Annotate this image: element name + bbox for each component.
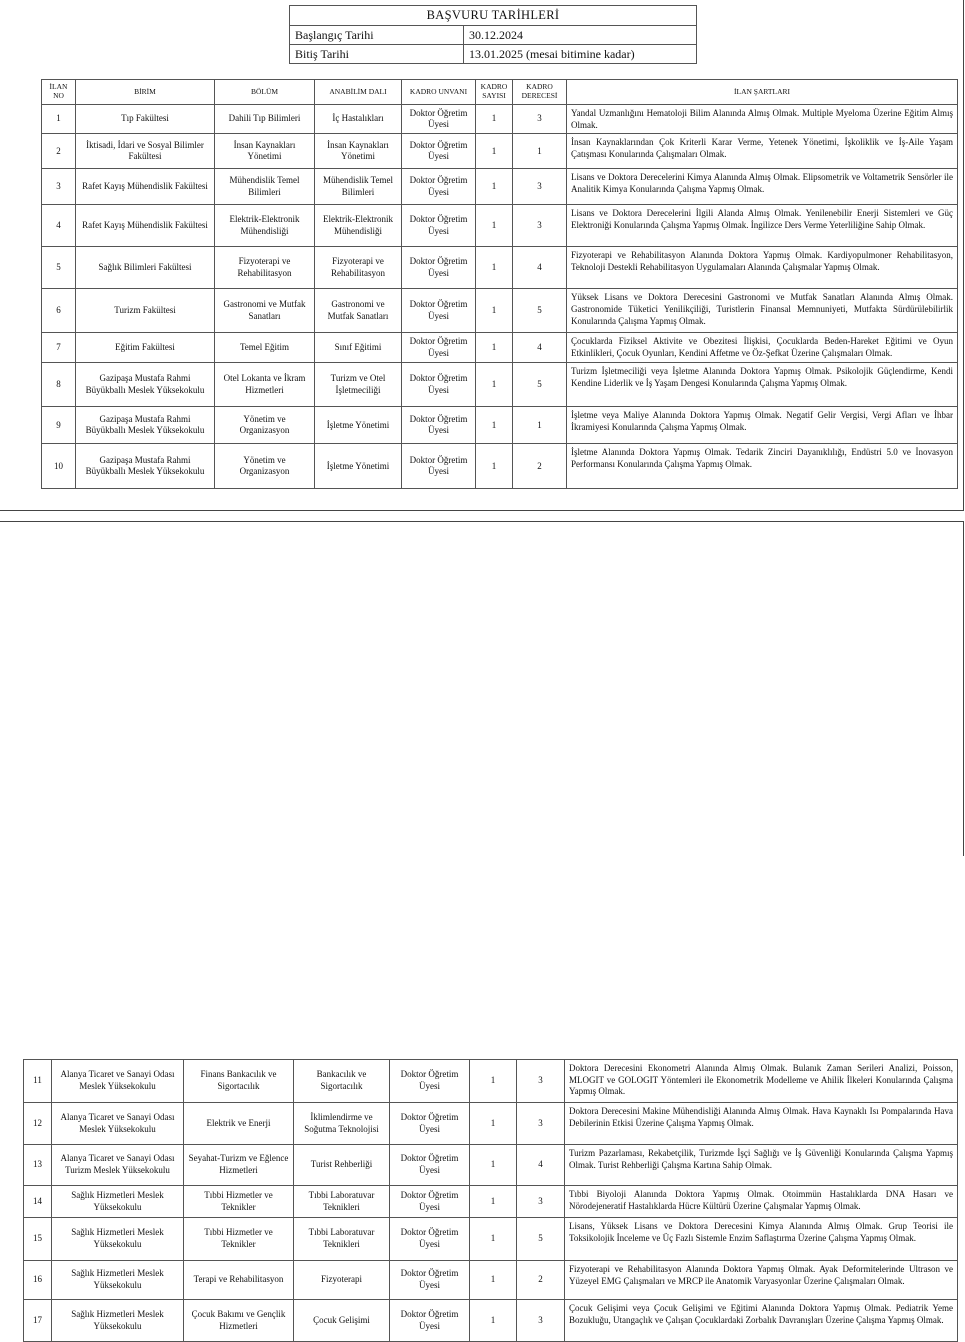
cell-anabilim-dali: Turist Rehberliği: [294, 1145, 390, 1186]
cell-bolum: Yönetim ve Organizasyon: [215, 444, 315, 489]
cell-kadro-derecesi: 4: [513, 333, 567, 363]
cell-bolum: Elektrik ve Enerji: [184, 1103, 294, 1145]
table-row: [42, 134, 958, 169]
cell-anabilim-dali: Tıbbi Laboratuvar Teknikleri: [294, 1186, 390, 1218]
cell-anabilim-dali: Gastronomi ve Mutfak Sanatları: [315, 289, 402, 333]
cell-kadro-derecesi: 3: [513, 169, 567, 205]
cell-bolum: Yönetim ve Organizasyon: [215, 407, 315, 444]
cell-kadro-sayisi: 1: [476, 289, 513, 333]
cell-anabilim-dali: Tıbbi Laboratuvar Teknikleri: [294, 1218, 390, 1261]
cell-kadro-derecesi: 1: [513, 134, 567, 169]
cell-kadro-unvani: Doktor Öğretim Üyesi: [402, 444, 476, 489]
positions-table-continued: [23, 1059, 958, 1342]
table-row: [24, 1060, 958, 1103]
cell-kadro-unvani: Doktor Öğretim Üyesi: [402, 289, 476, 333]
cell-ilan-no: 9: [42, 407, 76, 444]
cell-ilan-sartlari: Fizyoterapi ve Rehabilitasyon Alanında Doktora Yapmış Olmak. Kardiyopulmoner Rehabilitasyon, Teknoloji Destekli Rehabilitasyon Uygulamaları Alanında Çalışmalar Yapmış Olmak.: [567, 247, 958, 289]
cell-ilan-sartlari: Doktora Derecesini Ekonometri Alanında Almış Olmak. Bulanık Zaman Serileri Analizi, Poisson, MLOGIT ve GOLOGIT Yöntemleri ile Ekonometrik Modelleme ve Ahilik İlkeleri Konularında Çalışma Yapmış Olmak.: [565, 1060, 958, 1103]
cell-kadro-sayisi: 1: [476, 247, 513, 289]
dates-title: BAŞVURU TARİHLERİ: [290, 6, 697, 26]
positions-table: [41, 79, 958, 489]
cell-kadro-unvani: Doktor Öğretim Üyesi: [390, 1218, 470, 1261]
cell-bolum: Gastronomi ve Mutfak Sanatları: [215, 289, 315, 333]
table-row: [42, 289, 958, 333]
cell-ilan-no: 14: [24, 1186, 52, 1218]
cell-kadro-unvani: Doktor Öğretim Üyesi: [390, 1145, 470, 1186]
cell-kadro-unvani: Doktor Öğretim Üyesi: [402, 105, 476, 134]
table-row: [42, 105, 958, 134]
cell-anabilim-dali: Bankacılık ve Sigortacılık: [294, 1060, 390, 1103]
header-bolum: BÖLÜM: [215, 80, 315, 105]
cell-ilan-sartlari: Fizyoterapi ve Rehabilitasyon Alanında Doktora Yapmış Olmak. Ayak Deformitelerinde Ultrason ve Yüzeyel EMG Çalışmaları ve MRCP ile Anatomik Varyasyonlar Üzerine Çalışmaları Olmak.: [565, 1261, 958, 1300]
cell-ilan-sartlari: Tıbbi Biyoloji Alanında Doktora Yapmış Olmak. Otoimmün Hastalıklarda DNA Hasarı ve Nörodejeneratif Hastalıklarda Hücre Kültürü Üzerine Çalışmalar Yapmış Olmak.: [565, 1186, 958, 1218]
cell-anabilim-dali: Mühendislik Temel Bilimleri: [315, 169, 402, 205]
cell-birim: Gazipaşa Mustafa Rahmi Büyükballı Meslek Yüksekokulu: [76, 407, 215, 444]
cell-kadro-sayisi: 1: [476, 333, 513, 363]
cell-ilan-sartlari: Lisans ve Doktora Derecelerini Kimya Alanında Almış Olmak. Elipsometrik ve Voltametrik Sensörler ile Analitik Kimya Konularında Çalışma Yapmış Olmak.: [567, 169, 958, 205]
cell-anabilim-dali: Sınıf Eğitimi: [315, 333, 402, 363]
cell-kadro-derecesi: 3: [517, 1060, 565, 1103]
cell-ilan-sartlari: Çocuk Gelişimi veya Çocuk Gelişimi ve Eğitimi Alanında Doktora Yapmış Olmak. Pediatrik Yeme Bozukluğu, Utangaçlık ve Çalışan Çocuklardaki Zorbalık Davranışları Üzerine Çalışma Yapmış Olmak.: [565, 1300, 958, 1342]
header-kadro-sayisi: KADRO SAYISI: [476, 80, 513, 105]
cell-birim: Alanya Ticaret ve Sanayi Odası Meslek Yüksekokulu: [52, 1060, 184, 1103]
header-kadro-derecesi: KADRO DERECESİ: [513, 80, 567, 105]
cell-kadro-unvani: Doktor Öğretim Üyesi: [402, 363, 476, 407]
cell-kadro-unvani: Doktor Öğretim Üyesi: [402, 169, 476, 205]
cell-birim: Rafet Kayış Mühendislik Fakültesi: [76, 205, 215, 247]
cell-anabilim-dali: Çocuk Gelişimi: [294, 1300, 390, 1342]
cell-ilan-no: 15: [24, 1218, 52, 1261]
cell-kadro-sayisi: 1: [476, 205, 513, 247]
cell-kadro-unvani: Doktor Öğretim Üyesi: [390, 1060, 470, 1103]
table-row: [24, 1103, 958, 1145]
cell-anabilim-dali: Turizm ve Otel İşletmeciliği: [315, 363, 402, 407]
cell-bolum: Fizyoterapi ve Rehabilitasyon: [215, 247, 315, 289]
cell-kadro-sayisi: 1: [476, 407, 513, 444]
cell-anabilim-dali: Fizyoterapi ve Rehabilitasyon: [315, 247, 402, 289]
cell-ilan-no: 3: [42, 169, 76, 205]
cell-birim: Rafet Kayış Mühendislik Fakültesi: [76, 169, 215, 205]
cell-ilan-no: 12: [24, 1103, 52, 1145]
cell-birim: Alanya Ticaret ve Sanayi Odası Meslek Yüksekokulu: [52, 1103, 184, 1145]
cell-ilan-sartlari: Lisans, Yüksek Lisans ve Doktora Derecesini Kimya Alanında Almış Olmak. Grup Teorisi ile Toksikolojik İnceleme ve Üç Fazlı Sistemle Enzim Saflaştırma Üzerine Çalışma Yapmış Olmak.: [565, 1218, 958, 1261]
cell-bolum: Otel Lokanta ve İkram Hizmetleri: [215, 363, 315, 407]
header-anabilim-dali: ANABİLİM DALI: [315, 80, 402, 105]
cell-ilan-sartlari: Doktora Derecesini Makine Mühendisliği Alanında Almış Olmak. Hava Kaynaklı Isı Pompalarında Hava Debilerinin Etkisi Üzerine Çalışma Yapmış Olmak.: [565, 1103, 958, 1145]
cell-kadro-derecesi: 3: [513, 105, 567, 134]
start-date-label: Başlangıç Tarihi: [290, 26, 464, 45]
cell-kadro-unvani: Doktor Öğretim Üyesi: [402, 407, 476, 444]
cell-ilan-sartlari: Yüksek Lisans ve Doktora Derecesini Gastronomi ve Mutfak Sanatları Alanında Almış Olmak. Gastronomide Tüketici Yenilikçiliği, Turistlerin Finansal Memnuniyeti, Mutfakta Sürdürülebilirlik Konularında Çalışma Yapmış Olmak.: [567, 289, 958, 333]
document-page-2: [0, 521, 964, 1331]
cell-ilan-sartlari: Yandal Uzmanlığını Hematoloji Bilim Alanında Almış Olmak. Multiple Myeloma Üzerine Eğitim Almış Olmak.: [567, 105, 958, 134]
cell-kadro-derecesi: 2: [517, 1261, 565, 1300]
cell-kadro-sayisi: 1: [476, 105, 513, 134]
cell-bolum: Seyahat-Turizm ve Eğlence Hizmetleri: [184, 1145, 294, 1186]
cell-kadro-derecesi: 2: [513, 444, 567, 489]
cell-kadro-unvani: Doktor Öğretim Üyesi: [390, 1300, 470, 1342]
cell-kadro-derecesi: 3: [513, 205, 567, 247]
cell-ilan-sartlari: İşletme veya Maliye Alanında Doktora Yapmış Olmak. Negatif Gelir Vergisi, Vergi Afları ve İhbar İkramiyesi Konularında Çalışma Yapmış Olmak.: [567, 407, 958, 444]
cell-bolum: Elektrik-Elektronik Mühendisliği: [215, 205, 315, 247]
cell-bolum: Mühendislik Temel Bilimleri: [215, 169, 315, 205]
cell-bolum: Terapi ve Rehabilitasyon: [184, 1261, 294, 1300]
cell-ilan-no: 5: [42, 247, 76, 289]
cell-kadro-derecesi: 5: [517, 1218, 565, 1261]
table-row: [24, 1300, 958, 1342]
cell-kadro-unvani: Doktor Öğretim Üyesi: [402, 205, 476, 247]
table-row: [42, 247, 958, 289]
cell-kadro-sayisi: 1: [470, 1103, 517, 1145]
cell-kadro-derecesi: 5: [513, 289, 567, 333]
cell-kadro-derecesi: 3: [517, 1186, 565, 1218]
document-page-1: [0, 0, 964, 511]
cell-birim: Sağlık Hizmetleri Meslek Yüksekokulu: [52, 1261, 184, 1300]
cell-ilan-no: 10: [42, 444, 76, 489]
cell-birim: Gazipaşa Mustafa Rahmi Büyükballı Meslek Yüksekokulu: [76, 444, 215, 489]
cell-anabilim-dali: İşletme Yönetimi: [315, 407, 402, 444]
cell-kadro-derecesi: 4: [517, 1145, 565, 1186]
cell-anabilim-dali: Fizyoterapi: [294, 1261, 390, 1300]
table-row: [24, 1261, 958, 1300]
start-date-value: 30.12.2024: [464, 26, 697, 45]
table-row: [42, 169, 958, 205]
cell-bolum: İnsan Kaynakları Yönetimi: [215, 134, 315, 169]
cell-ilan-no: 2: [42, 134, 76, 169]
cell-kadro-derecesi: 5: [513, 363, 567, 407]
cell-kadro-sayisi: 1: [476, 363, 513, 407]
cell-birim: Sağlık Bilimleri Fakültesi: [76, 247, 215, 289]
table-row: [42, 333, 958, 363]
header-ilan-sartlari: İLAN ŞARTLARI: [567, 80, 958, 105]
cell-ilan-sartlari: İşletme Alanında Doktora Yapmış Olmak. Tedarik Zinciri Dayanıklılığı, Endüstri 5.0 ve İnovasyon Performansı Konularında Çalışma Yapmış Olmak.: [567, 444, 958, 489]
cell-ilan-no: 16: [24, 1261, 52, 1300]
cell-birim: Alanya Ticaret ve Sanayi Odası Turizm Meslek Yüksekokulu: [52, 1145, 184, 1186]
cell-ilan-no: 8: [42, 363, 76, 407]
cell-kadro-sayisi: 1: [476, 444, 513, 489]
cell-birim: Eğitim Fakültesi: [76, 333, 215, 363]
cell-kadro-derecesi: 1: [513, 407, 567, 444]
cell-anabilim-dali: İşletme Yönetimi: [315, 444, 402, 489]
table-header-row: [42, 80, 958, 105]
table-row: [42, 363, 958, 407]
cell-ilan-sartlari: Turizm İşletmeciliği veya İşletme Alanında Doktora Yapmış Olmak. Psikolojik Güçlendirme, Kendi Kendine Liderlik ve İş Yaşam Dengesi Konularında Çalışma Yapmış Olmak.: [567, 363, 958, 407]
cell-kadro-unvani: Doktor Öğretim Üyesi: [402, 333, 476, 363]
cell-kadro-sayisi: 1: [470, 1145, 517, 1186]
cell-anabilim-dali: İnsan Kaynakları Yönetimi: [315, 134, 402, 169]
cell-ilan-sartlari: Çocuklarda Fiziksel Aktivite ve Obezitesi İlişkisi, Çocuklarda Beden-Hareket Eğitimi ve Oyun Etkinlikleri, Çocuk Oyunları, Kendini Affetme ve Öz-Şefkat Üzerine Çalışmaları Olmak.: [567, 333, 958, 363]
table-row: [24, 1186, 958, 1218]
cell-bolum: Temel Eğitim: [215, 333, 315, 363]
cell-kadro-derecesi: 3: [517, 1300, 565, 1342]
cell-kadro-derecesi: 4: [513, 247, 567, 289]
cell-ilan-no: 4: [42, 205, 76, 247]
header-kadro-unvani: KADRO UNVANI: [402, 80, 476, 105]
cell-ilan-no: 17: [24, 1300, 52, 1342]
cell-kadro-derecesi: 3: [517, 1103, 565, 1145]
cell-bolum: Çocuk Bakımı ve Gençlik Hizmetleri: [184, 1300, 294, 1342]
end-date-value: 13.01.2025 (mesai bitimine kadar): [464, 45, 697, 64]
table-row: [42, 407, 958, 444]
cell-ilan-no: 6: [42, 289, 76, 333]
cell-birim: Sağlık Hizmetleri Meslek Yüksekokulu: [52, 1218, 184, 1261]
cell-kadro-sayisi: 1: [476, 169, 513, 205]
end-date-label: Bitiş Tarihi: [290, 45, 464, 64]
cell-ilan-no: 1: [42, 105, 76, 134]
cell-kadro-sayisi: 1: [470, 1261, 517, 1300]
cell-kadro-sayisi: 1: [470, 1218, 517, 1261]
table-row: [42, 444, 958, 489]
header-birim: BİRİM: [76, 80, 215, 105]
table-row: [24, 1145, 958, 1186]
cell-kadro-sayisi: 1: [476, 134, 513, 169]
cell-kadro-unvani: Doktor Öğretim Üyesi: [402, 247, 476, 289]
cell-kadro-unvani: Doktor Öğretim Üyesi: [390, 1103, 470, 1145]
cell-ilan-sartlari: Lisans ve Doktora Derecelerini İlgili Alanda Almış Olmak. Yenilenebilir Enerji Sistemleri ve Güç Elektroniği Konularında Çalışma Yapmış Olmak. İngilizce Ders Verme Yeterliliğine Sahip Olmak.: [567, 205, 958, 247]
cell-ilan-sartlari: Turizm Pazarlaması, Rekabetçilik, Turizmde İşçi Sağlığı ve İş Güvenliği Konularında Çalışma Yapmış Olmak. Turist Rehberliği Çalışma Kartına Sahip Olmak.: [565, 1145, 958, 1186]
cell-ilan-no: 7: [42, 333, 76, 363]
cell-bolum: Dahili Tıp Bilimleri: [215, 105, 315, 134]
cell-anabilim-dali: İklimlendirme ve Soğutma Teknolojisi: [294, 1103, 390, 1145]
cell-bolum: Tıbbi Hizmetler ve Teknikler: [184, 1218, 294, 1261]
cell-bolum: Finans Bankacılık ve Sigortacılık: [184, 1060, 294, 1103]
cell-birim: Sağlık Hizmetleri Meslek Yüksekokulu: [52, 1186, 184, 1218]
header-ilan-no: İLAN NO: [42, 80, 76, 105]
cell-kadro-unvani: Doktor Öğretim Üyesi: [390, 1186, 470, 1218]
cell-ilan-sartlari: İnsan Kaynaklarından Çok Kriterli Karar Verme, Yetenek Yönetimi, İşkoliklik ve İş-Aile Yaşam Çatışması Konularında Çalışmaları Olmak.: [567, 134, 958, 169]
cell-kadro-sayisi: 1: [470, 1186, 517, 1218]
cell-kadro-unvani: Doktor Öğretim Üyesi: [402, 134, 476, 169]
cell-kadro-sayisi: 1: [470, 1060, 517, 1103]
cell-anabilim-dali: İç Hastalıkları: [315, 105, 402, 134]
cell-birim: Sağlık Hizmetleri Meslek Yüksekokulu: [52, 1300, 184, 1342]
cell-ilan-no: 13: [24, 1145, 52, 1186]
table-row: [42, 205, 958, 247]
table-row: [24, 1218, 958, 1261]
cell-bolum: Tıbbi Hizmetler ve Teknikler: [184, 1186, 294, 1218]
cell-birim: Turizm Fakültesi: [76, 289, 215, 333]
cell-birim: Gazipaşa Mustafa Rahmi Büyükballı Meslek Yüksekokulu: [76, 363, 215, 407]
cell-kadro-unvani: Doktor Öğretim Üyesi: [390, 1261, 470, 1300]
cell-ilan-no: 11: [24, 1060, 52, 1103]
cell-birim: İktisadi, İdari ve Sosyal Bilimler Fakültesi: [76, 134, 215, 169]
cell-anabilim-dali: Elektrik-Elektronik Mühendisliği: [315, 205, 402, 247]
cell-kadro-sayisi: 1: [470, 1300, 517, 1342]
application-dates-table: [289, 5, 697, 64]
cell-birim: Tıp Fakültesi: [76, 105, 215, 134]
